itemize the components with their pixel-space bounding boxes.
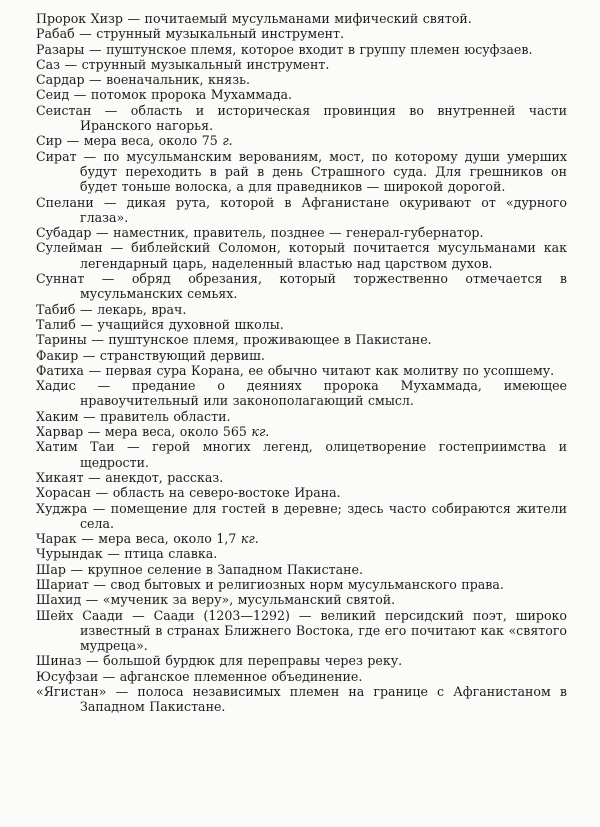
entry-separator: — bbox=[84, 72, 107, 88]
entry-definition: странствующий дервиш. bbox=[99, 347, 265, 363]
entry-separator: — bbox=[91, 225, 114, 241]
entry-definition: большой бурдюк для переправы через реку. bbox=[103, 653, 403, 669]
entry-term: Факир bbox=[36, 347, 79, 363]
entry-term: Шейх Саади bbox=[36, 607, 124, 623]
entry-definition: наместник, правитель, позднее — генерал-губернатор. bbox=[113, 225, 484, 241]
entry-separator: — bbox=[81, 592, 103, 608]
glossary-entry bbox=[36, 669, 567, 684]
entry-separator: — bbox=[122, 11, 145, 26]
entry-definition: по мусульманским верованиям, мост, по которому души умерших будут переходить в рай в день Страшного суда. Для грешников он будет тоньше волоска, а для праведников — широкой дорогой. bbox=[80, 148, 567, 195]
glossary-entry bbox=[36, 577, 567, 592]
entry-term: Шар bbox=[36, 561, 66, 577]
entry-definition: Саади (1203—1292) — великий персидский поэт, широко известный в странах Ближнего Востока, где его почитают как «святого мудреца». bbox=[80, 607, 567, 654]
entry-separator: — bbox=[78, 408, 101, 424]
entry-term: Разары bbox=[36, 41, 85, 57]
entry-term: Рабаб bbox=[36, 26, 75, 42]
entry-definition: лекарь, врач. bbox=[97, 301, 187, 317]
entry-separator: — bbox=[78, 347, 100, 363]
entry-separator: — bbox=[91, 102, 131, 118]
glossary-entry bbox=[36, 240, 567, 271]
entry-term: Шиназ bbox=[36, 653, 82, 669]
glossary-entry bbox=[36, 103, 567, 134]
entry-separator: — bbox=[84, 271, 132, 287]
glossary-entry bbox=[36, 470, 567, 485]
entry-term: Табиб bbox=[36, 301, 76, 317]
entry-separator: — bbox=[102, 240, 132, 256]
glossary-entry bbox=[36, 592, 567, 607]
entry-definition: область и историческая провинция во внутренней части Иранского нагорья. bbox=[80, 102, 567, 134]
glossary-entry bbox=[36, 684, 567, 715]
entry-definition: область на северо-востоке Ирана. bbox=[112, 485, 341, 501]
entry-definition: мера веса, около 1,7 bbox=[98, 531, 237, 547]
entry-term: Сират bbox=[36, 148, 77, 164]
entry-separator: — bbox=[81, 653, 104, 669]
glossary-entry bbox=[36, 653, 567, 668]
entry-definition: струнный музыкальный инструмент. bbox=[81, 56, 330, 72]
entry-term: «Ягистан» bbox=[36, 684, 107, 700]
glossary-entry bbox=[36, 26, 567, 41]
entry-separator: — bbox=[69, 87, 91, 103]
entry-term: Сир bbox=[36, 133, 63, 149]
entry-term: Пророк Хизр bbox=[36, 11, 123, 26]
entry-definition: военачальник, князь. bbox=[106, 72, 250, 88]
entry-term: Чарак bbox=[36, 531, 77, 547]
entry-definition: струнный музыкальный инструмент. bbox=[96, 26, 345, 42]
glossary-entry bbox=[36, 317, 567, 332]
entry-definition: мера веса, около 565 bbox=[104, 424, 247, 440]
entry-definition: свод бытовых и религиозных норм мусульманского права. bbox=[110, 576, 504, 592]
entry-separator: — bbox=[106, 684, 138, 700]
entry-term: Сардар bbox=[36, 72, 85, 88]
entry-separator: — bbox=[91, 485, 113, 501]
entry-definition: пуштунское племя, которое входит в группу племен юсуфзаев. bbox=[106, 41, 533, 57]
glossary-entry bbox=[36, 501, 567, 532]
entry-unit: г. bbox=[222, 133, 233, 149]
entry-term: Худжра bbox=[36, 500, 88, 516]
entry-definition: пуштунское племя, проживающее в Пакистане. bbox=[108, 332, 432, 348]
entry-term: Тарины bbox=[36, 332, 87, 348]
glossary-entry bbox=[36, 195, 567, 226]
entry-separator: — bbox=[62, 133, 84, 149]
entry-definition: библейский Соломон, который почитается мусульманами как легендарный царь, наделенный властью над царством духов. bbox=[80, 240, 567, 271]
entry-separator: — bbox=[75, 378, 133, 394]
glossary-entry bbox=[36, 409, 567, 424]
glossary-entry bbox=[36, 531, 567, 546]
entry-term: Хикаят bbox=[36, 469, 84, 485]
entry-term: Юсуфзаи bbox=[36, 668, 99, 684]
glossary-entry bbox=[36, 332, 567, 347]
entry-term: Хорасан bbox=[36, 485, 92, 501]
entry-definition: дикая рута, которой в Афганистане окуривают от «дурного глаза». bbox=[80, 194, 567, 225]
entry-term: Саз bbox=[36, 56, 61, 72]
entry-separator: — bbox=[83, 469, 106, 485]
entry-term: Спелани bbox=[36, 194, 94, 210]
glossary-entry bbox=[36, 608, 567, 654]
entry-definition: птица славка. bbox=[124, 546, 218, 562]
glossary-entry bbox=[36, 271, 567, 302]
glossary-entry bbox=[36, 42, 567, 57]
entry-separator: — bbox=[65, 561, 88, 577]
glossary-entry bbox=[36, 546, 567, 561]
entry-definition: потомок пророка Мухаммада. bbox=[90, 87, 292, 103]
entry-definition: анекдот, рассказ. bbox=[105, 469, 224, 485]
entry-term: Фатиха bbox=[36, 362, 84, 378]
entry-term: Талиб bbox=[36, 316, 76, 332]
entry-term: Харвар bbox=[36, 424, 84, 440]
entry-definition: «мученик за веру», мусульманский святой. bbox=[102, 592, 396, 608]
entry-separator: — bbox=[83, 362, 106, 378]
entry-definition: предание о деяниях пророка Мухаммада, имеющее нравоучительный или законополагающий смысл. bbox=[80, 378, 567, 409]
entry-separator: — bbox=[86, 332, 109, 348]
glossary-entry bbox=[36, 133, 567, 148]
entry-definition: почитаемый мусульманами мифический святой. bbox=[144, 11, 472, 26]
glossary-list bbox=[36, 11, 567, 715]
entry-definition: правитель области. bbox=[100, 408, 231, 424]
entry-term: Хадис bbox=[36, 378, 76, 394]
glossary-entry bbox=[36, 57, 567, 72]
entry-definition: крупное селение в Западном Пакистане. bbox=[87, 561, 363, 577]
entry-separator: — bbox=[76, 531, 99, 547]
glossary-entry bbox=[36, 363, 567, 378]
glossary-entry bbox=[36, 72, 567, 87]
entry-separator: — bbox=[83, 424, 105, 440]
entry-definition: полоса независимых племен на границе с Афганистаном в Западном Пакистане. bbox=[80, 684, 567, 715]
entry-term: Шахид bbox=[36, 592, 82, 608]
entry-term: Суннат bbox=[36, 271, 85, 287]
entry-definition: обряд обрезания, который торжественно отмечается в мусульманских семьях. bbox=[80, 271, 567, 302]
entry-separator: — bbox=[60, 56, 82, 72]
entry-separator: — bbox=[74, 26, 97, 42]
entry-definition: афганское племенное объединение. bbox=[119, 668, 363, 684]
entry-separator: — bbox=[98, 668, 120, 684]
glossary-entry bbox=[36, 302, 567, 317]
entry-unit: кг. bbox=[240, 531, 259, 547]
entry-term: Хатим Таи bbox=[36, 439, 115, 455]
entry-definition: мера веса, около 75 bbox=[83, 133, 218, 149]
entry-term: Сеистан bbox=[36, 102, 92, 118]
entry-separator: — bbox=[93, 194, 127, 210]
glossary-entry bbox=[36, 87, 567, 102]
glossary-entry bbox=[36, 225, 567, 240]
entry-definition: учащийся духовной школы. bbox=[97, 316, 284, 332]
glossary-entry bbox=[36, 562, 567, 577]
entry-term: Чурындак bbox=[36, 546, 103, 562]
entry-separator: — bbox=[88, 576, 111, 592]
entry-separator: — bbox=[76, 148, 104, 164]
entry-unit: кг. bbox=[251, 424, 270, 440]
entry-definition: помещение для гостей в деревне; здесь часто собираются жители села. bbox=[80, 500, 567, 531]
glossary-entry bbox=[36, 348, 567, 363]
entry-definition: первая сура Корана, ее обычно читают как молитву по усопшему. bbox=[105, 362, 555, 378]
entry-separator: — bbox=[102, 546, 125, 562]
glossary-entry bbox=[36, 11, 567, 26]
entry-term: Сеид bbox=[36, 87, 70, 103]
entry-term: Хаким bbox=[36, 408, 79, 424]
entry-definition: герой многих легенд, олицетворение гостеприимства и щедрости. bbox=[80, 439, 567, 470]
glossary-entry bbox=[36, 424, 567, 439]
glossary-entry bbox=[36, 439, 567, 470]
entry-separator: — bbox=[84, 41, 107, 57]
entry-separator: — bbox=[123, 607, 154, 623]
entry-term: Шариат bbox=[36, 576, 89, 592]
glossary-entry bbox=[36, 378, 567, 409]
entry-separator: — bbox=[75, 301, 98, 317]
entry-separator: — bbox=[87, 500, 111, 516]
entry-term: Субадар bbox=[36, 225, 92, 241]
glossary-entry bbox=[36, 149, 567, 195]
glossary-entry bbox=[36, 485, 567, 500]
entry-separator: — bbox=[114, 439, 153, 455]
entry-term: Сулейман bbox=[36, 240, 103, 256]
entry-separator: — bbox=[75, 316, 98, 332]
